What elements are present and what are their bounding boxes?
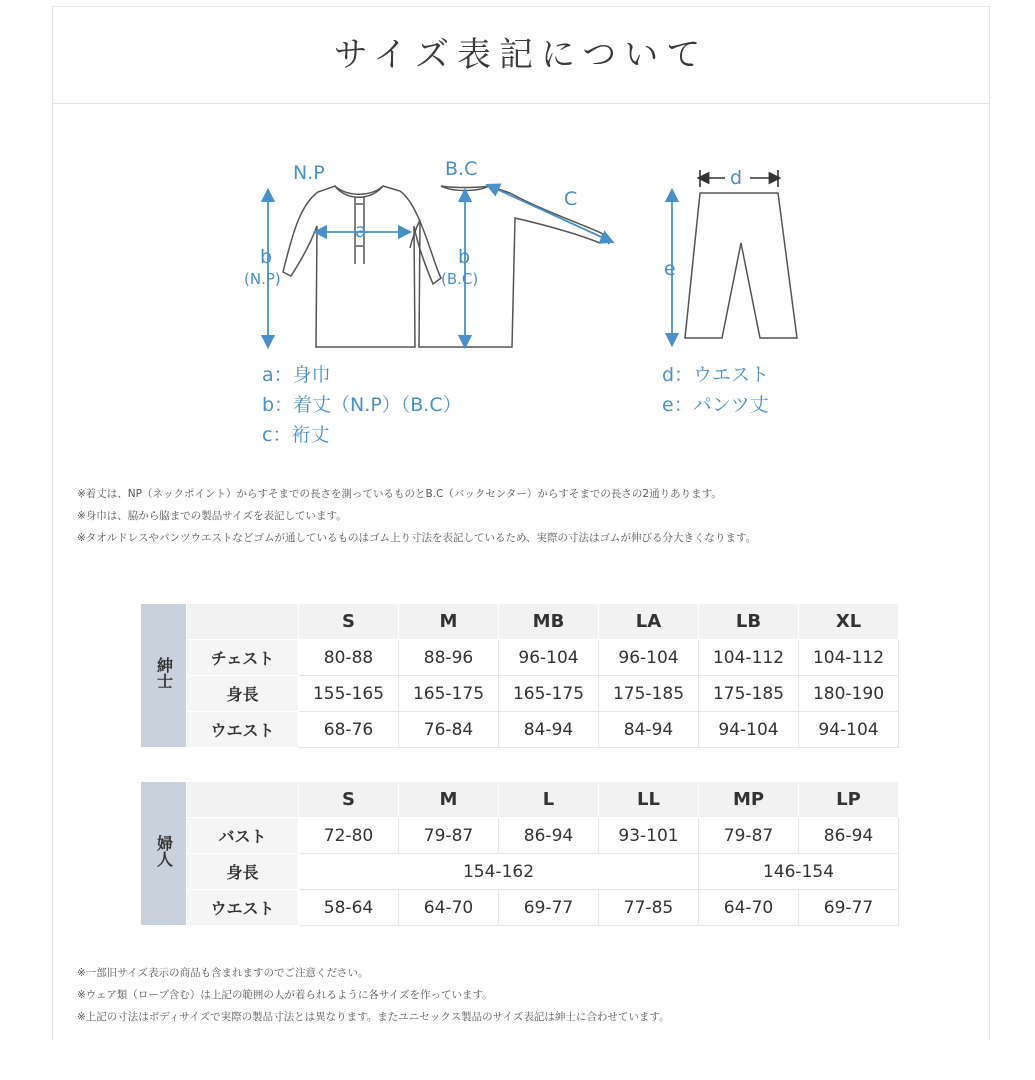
row-label: チェスト	[187, 640, 299, 676]
size-header: M	[399, 782, 499, 818]
table-cell: 94-104	[699, 712, 799, 748]
group-label-womens: 婦人	[141, 782, 187, 926]
size-header: LB	[699, 604, 799, 640]
table-cell: 93-101	[599, 818, 699, 854]
table-header-row	[141, 782, 899, 818]
label-b-np-sub: (N.P)	[244, 270, 281, 288]
womens-size-table	[140, 781, 899, 926]
size-header: L	[499, 782, 599, 818]
table-corner	[187, 604, 299, 640]
table-cell: 180-190	[799, 676, 899, 712]
legend-a: a：身巾	[262, 364, 331, 386]
legend-e: e：パンツ丈	[662, 394, 769, 416]
mens-size-table	[140, 603, 899, 748]
row-label: 身長	[187, 676, 299, 712]
pants-drawing	[685, 193, 797, 338]
notes-top	[77, 483, 756, 549]
table-cell: 86-94	[499, 818, 599, 854]
row-label: 身長	[187, 854, 299, 890]
legend-d: d：ウエスト	[662, 364, 770, 386]
size-header: XL	[799, 604, 899, 640]
table-cell: 175-185	[699, 676, 799, 712]
table-cell: 76-84	[399, 712, 499, 748]
table-cell: 79-87	[399, 818, 499, 854]
size-header: LL	[599, 782, 699, 818]
table-row	[141, 712, 899, 748]
label-bc: B.C	[445, 158, 478, 180]
label-b-bc: b	[458, 246, 471, 268]
notes-bottom	[77, 962, 670, 1028]
row-label: バスト	[187, 818, 299, 854]
label-c: C	[564, 188, 578, 210]
size-diagram	[0, 0, 1035, 460]
label-b-np: b	[260, 246, 273, 268]
arrow-c	[492, 187, 608, 240]
page-title: サイズ表記について	[333, 35, 709, 75]
table-cell: 84-94	[599, 712, 699, 748]
row-label: ウエスト	[187, 890, 299, 926]
table-cell: 72-80	[299, 818, 399, 854]
label-d: d	[730, 167, 743, 189]
table-cell: 104-112	[699, 640, 799, 676]
table-cell: 165-175	[399, 676, 499, 712]
table-row	[141, 676, 899, 712]
size-header: LA	[599, 604, 699, 640]
table-cell: 175-185	[599, 676, 699, 712]
table-cell: 165-175	[499, 676, 599, 712]
table-cell: 69-77	[499, 890, 599, 926]
note-line: ※身巾は、脇から脇までの製品サイズを表記しています。	[77, 510, 347, 522]
size-header: S	[299, 604, 399, 640]
table-cell: 64-70	[699, 890, 799, 926]
table-cell: 104-112	[799, 640, 899, 676]
table-header-row	[141, 604, 899, 640]
note-line: ※上記の寸法はボディサイズで実際の製品寸法とは異なります。またユニセックス製品のサイズ表記は紳士に合わせています。	[77, 1011, 670, 1023]
table-cell: 96-104	[599, 640, 699, 676]
note-line: ※タオルドレスやパンツウエストなどゴムが通しているものはゴム上り寸法を表記しているため、実際の寸法はゴムが伸びる分大きくなります。	[77, 532, 757, 544]
shirt-back-drawing	[410, 186, 609, 347]
table-cell: 79-87	[699, 818, 799, 854]
table-cell: 64-70	[399, 890, 499, 926]
table-cell: 80-88	[299, 640, 399, 676]
note-line: ※一部旧サイズ表示の商品も含まれますのでご注意ください。	[77, 967, 369, 979]
row-label: ウエスト	[187, 712, 299, 748]
table-cell: 68-76	[299, 712, 399, 748]
table-cell: 77-85	[599, 890, 699, 926]
label-b-bc-sub: (B.C)	[441, 270, 479, 288]
table-corner	[187, 782, 299, 818]
table-row	[141, 818, 899, 854]
table-cell: 69-77	[799, 890, 899, 926]
table-cell: 154-162	[299, 854, 699, 890]
table-cell: 86-94	[799, 818, 899, 854]
size-header: S	[299, 782, 399, 818]
shirt-front-drawing	[283, 186, 441, 347]
table-cell: 88-96	[399, 640, 499, 676]
legend-b: b：着丈（N.P）（B.C）	[262, 394, 462, 416]
table-cell: 155-165	[299, 676, 399, 712]
table-cell: 84-94	[499, 712, 599, 748]
label-e: e	[664, 258, 676, 280]
table-cell: 58-64	[299, 890, 399, 926]
table-row	[141, 640, 899, 676]
size-header: M	[399, 604, 499, 640]
size-header: MB	[499, 604, 599, 640]
legend-c: c：裄丈	[262, 424, 330, 446]
label-np: N.P	[293, 162, 325, 184]
size-header: MP	[699, 782, 799, 818]
table-row	[141, 854, 899, 890]
label-a: a	[355, 220, 367, 242]
group-label-mens: 紳士	[141, 604, 187, 748]
note-line: ※着丈は、NP（ネックポイント）からすそまでの長さを測っているものとB.C（バックセンター）からすそまでの長さの2通りあります。	[77, 488, 722, 500]
table-cell: 146-154	[699, 854, 899, 890]
size-header: LP	[799, 782, 899, 818]
note-line: ※ウェア類（ローブ含む）は上記の範囲の人が着られるように各サイズを作っています。	[77, 989, 493, 1001]
table-cell: 96-104	[499, 640, 599, 676]
table-row	[141, 890, 899, 926]
table-cell: 94-104	[799, 712, 899, 748]
